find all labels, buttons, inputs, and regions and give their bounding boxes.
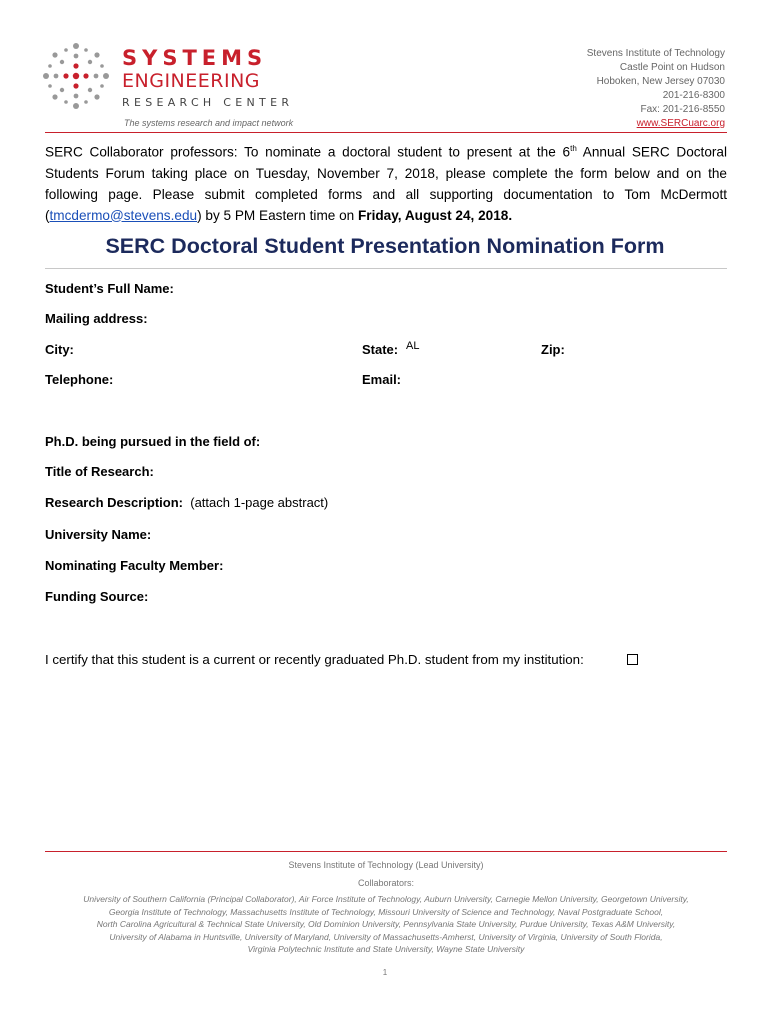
field-telephone[interactable]: Telephone: bbox=[45, 372, 114, 387]
address-line-2: Castle Point on Hudson bbox=[619, 62, 725, 73]
footer-collaborators-list bbox=[45, 893, 727, 956]
field-state[interactable]: State: bbox=[362, 342, 399, 357]
title-divider bbox=[45, 268, 727, 269]
header-divider bbox=[45, 132, 727, 133]
address-line-1: Stevens Institute of Technology bbox=[586, 48, 725, 59]
footer-lead-university: Stevens Institute of Technology (Lead University) bbox=[288, 860, 484, 870]
field-zip[interactable]: Zip: bbox=[541, 342, 565, 357]
research-description-label: Research Description: bbox=[45, 495, 183, 510]
intro-paragraph bbox=[45, 138, 727, 226]
certification-text: I certify that this student is a current or recently graduated Ph.D. student from my institution: bbox=[45, 652, 584, 667]
form-title: SERC Doctoral Student Presentation Nomination Form bbox=[105, 234, 665, 258]
deadline-date: Friday, August 24, 2018. bbox=[358, 207, 513, 223]
logo-wordmark bbox=[122, 46, 293, 111]
field-research-description[interactable] bbox=[45, 495, 328, 510]
footer-divider bbox=[45, 851, 727, 852]
intro-text-1: SERC Collaborator professors: To nominate a doctoral student to present at the 6 bbox=[45, 144, 571, 160]
website-link[interactable]: www.SERCuarc.org bbox=[636, 118, 725, 129]
logo-line-research-center: RESEARCH CENTER bbox=[122, 96, 294, 109]
collaborators-line: University of Southern California (Principal Collaborator), Air Force Institute of Technology, Auburn University, Carnegie Mellon University, Georgetown University, bbox=[83, 894, 689, 904]
field-university[interactable]: University Name: bbox=[45, 527, 152, 542]
field-faculty[interactable]: Nominating Faculty Member: bbox=[45, 558, 224, 573]
field-full-name[interactable]: Student’s Full Name: bbox=[45, 281, 174, 296]
state-value[interactable]: AL bbox=[406, 340, 420, 352]
email-link[interactable]: tmcdermo@stevens.edu bbox=[49, 207, 198, 223]
collaborators-line: Virginia Polytechnic Institute and State University, Wayne State University bbox=[247, 944, 525, 954]
field-email[interactable]: Email: bbox=[362, 372, 402, 387]
address-fax: Fax: 201-216-8550 bbox=[640, 104, 725, 115]
logo-line-systems: SYSTEMS bbox=[122, 46, 268, 70]
intro-ordinal: th bbox=[570, 144, 577, 153]
field-city[interactable]: City: bbox=[45, 342, 74, 357]
collaborators-line: University of Alabama in Huntsville, University of Maryland, University of Massachusetts-Amherst, University of Virginia, University of South Florida, bbox=[109, 931, 663, 942]
logo-tagline: The systems research and impact network bbox=[124, 118, 294, 128]
field-funding[interactable]: Funding Source: bbox=[45, 589, 149, 604]
address-phone: 201-216-8300 bbox=[662, 90, 725, 101]
collaborators-line: Georgia Institute of Technology, Massachusetts Institute of Technology, Missouri University of Science and Technology, Naval Postgraduate School, bbox=[108, 906, 664, 917]
page-number: 1 bbox=[382, 968, 388, 977]
research-description-note: (attach 1-page abstract) bbox=[190, 495, 329, 510]
address-line-3: Hoboken, New Jersey 07030 bbox=[596, 76, 725, 87]
address-block bbox=[587, 47, 725, 131]
certification-checkbox[interactable] bbox=[627, 654, 638, 665]
field-mailing-address[interactable]: Mailing address: bbox=[45, 311, 148, 326]
field-phd-field[interactable]: Ph.D. being pursued in the field of: bbox=[45, 434, 261, 449]
collaborators-line: North Carolina Agricultural & Technical State University, Old Dominion University, Pennsylvania State University, Purdue University, Texas A&M University, bbox=[96, 919, 676, 929]
logo-line-engineering: ENGINEERING bbox=[122, 70, 261, 92]
footer-collaborators-label: Collaborators: bbox=[357, 878, 415, 888]
field-research-title[interactable]: Title of Research: bbox=[45, 464, 154, 479]
intro-text-2: Annual SERC Doctoral Students Forum taking place on Tuesday, November 7, 2018, please complete the form below and on the following page. Please submit completed forms and all supporting documentation to Tom McDermott ( bbox=[45, 144, 728, 223]
starburst-logo-icon bbox=[40, 40, 112, 112]
intro-text-3: ) by 5 PM Eastern time on bbox=[197, 207, 358, 223]
